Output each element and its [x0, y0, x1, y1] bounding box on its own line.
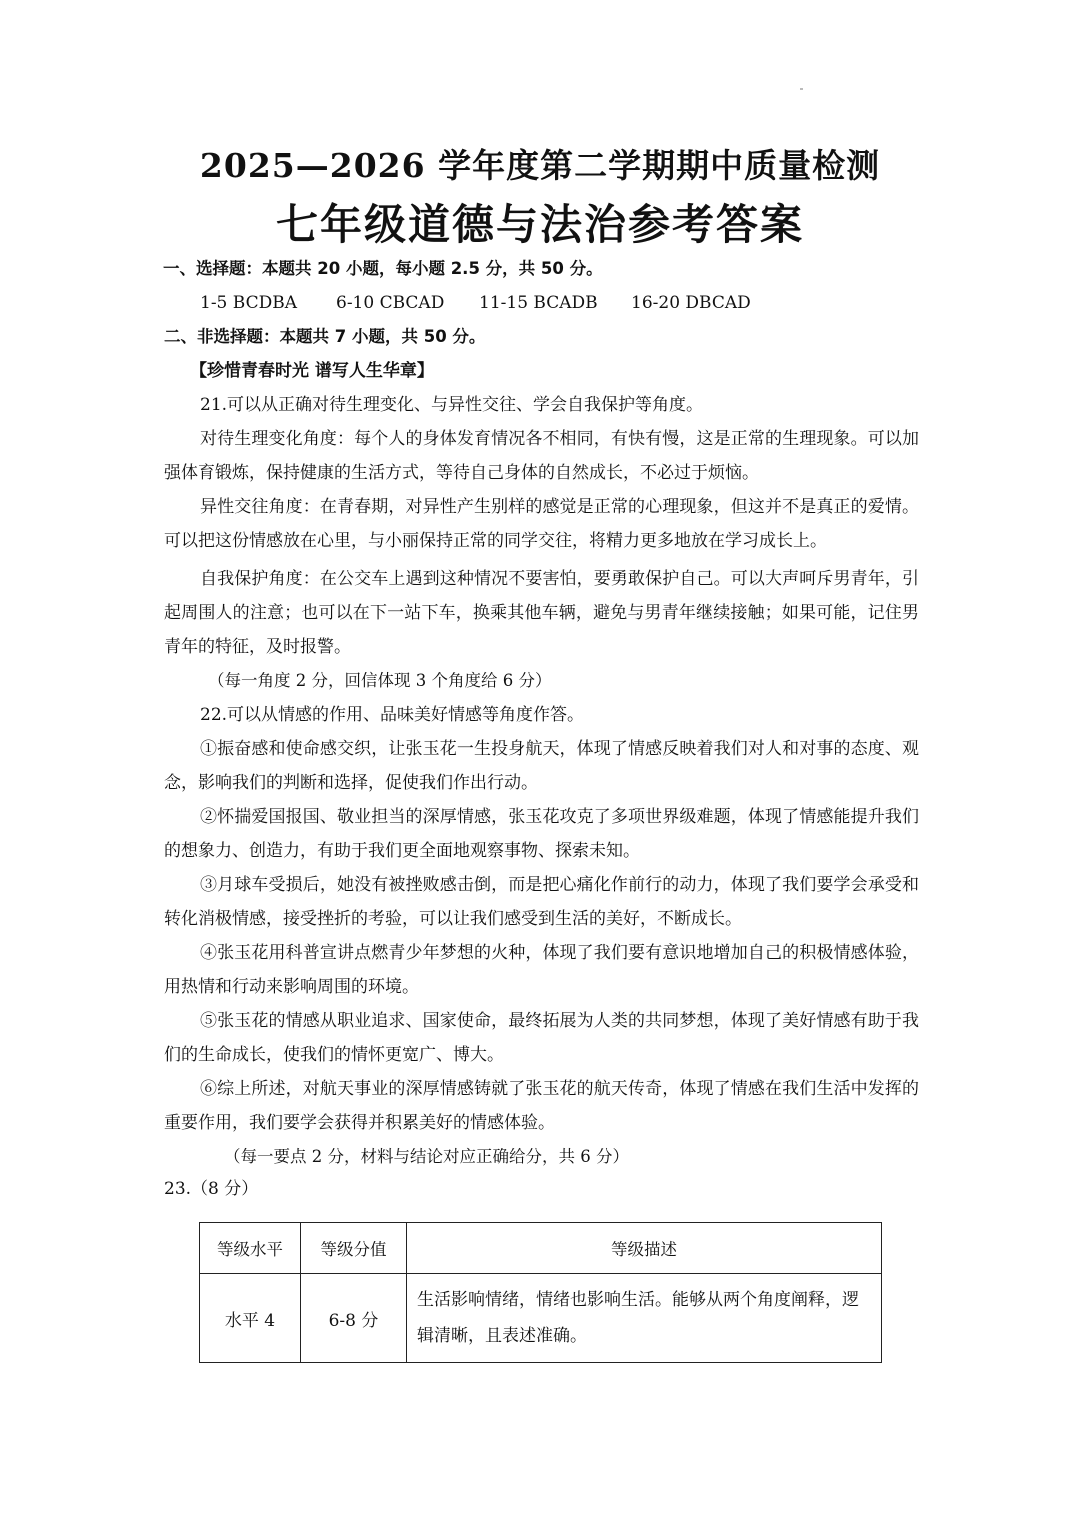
- q21-intro: 21.可以从正确对待生理变化、与异性交往、学会自我保护等角度。: [200, 395, 704, 415]
- section1-heading: 一、选择题：本题共 20 小题，每小题 2.5 分，共 50 分。: [163, 259, 603, 278]
- q23-label: 23.（8 分）: [164, 1179, 259, 1199]
- q21-physiology: 对待生理变化角度：每个人的身体发育情况各不相同，有快有慢，这是正常的生理现象。可以加强体育锻炼，保持健康的生活方式，等待自己身体的自然成长，不必过于烦恼。: [164, 429, 919, 483]
- table-header-row: [200, 1223, 882, 1274]
- col-header-score: 等级分值: [301, 1223, 407, 1274]
- choice-answers: [164, 286, 919, 320]
- q22-score-note: （每一要点 2 分，材料与结论对应正确给分，共 6 分）: [224, 1147, 629, 1166]
- q22-point-2: ②怀揣爱国报国、敬业担当的深厚情感，张玉花攻克了多项世界级难题，体现了情感能提升我们的想象力、创造力，有助于我们更全面地观察事物、探索未知。: [164, 807, 919, 861]
- q22-point-5: ⑤张玉花的情感从职业追求、国家使命，最终拓展为人类的共同梦想，体现了美好情感有助于我们的生命成长，使我们的情怀更宽广、博大。: [164, 1011, 919, 1065]
- q21-opposite-sex: 异性交往角度：在青春期，对异性产生别样的感觉是正常的心理现象，但这并不是真正的爱情。可以把这份情感放在心里，与小丽保持正常的同学交往，将精力更多地放在学习成长上。: [164, 497, 919, 551]
- cell-level: 水平 4: [200, 1274, 301, 1363]
- q23-grading-table: [199, 1222, 882, 1363]
- q22-point-4: ④张玉花用科普宣讲点燃青少年梦想的火种，体现了我们要有意识地增加自己的积极情感体验，用热情和行动来影响周围的环境。: [164, 943, 919, 997]
- scan-speck: [800, 88, 803, 90]
- answers-11-15: 11-15 BCADB: [479, 293, 598, 313]
- q22-intro: 22.可以从情感的作用、品味美好情感等角度作答。: [200, 705, 585, 725]
- q22-point-1: ①振奋感和使命感交织，让张玉花一生投身航天，体现了情感反映着我们对人和对事的态度、观念，影响我们的判断和选择，促使我们作出行动。: [164, 739, 919, 793]
- answer-key-title: 七年级道德与法治参考答案: [275, 200, 804, 249]
- answers-1-5: 1-5 BCDBA: [200, 293, 297, 313]
- exam-title: 2025—2026 学年度第二学期期中质量检测: [199, 146, 881, 185]
- q21-self-protection: 自我保护角度：在公交车上遇到这种情况不要害怕，要勇敢保护自己。可以大声呵斥男青年，引起周围人的注意；也可以在下一站下车，换乘其他车辆，避免与男青年继续接触；如果可能，记住男青年的特征，及时报警。: [164, 569, 919, 657]
- answers-6-10: 6-10 CBCAD: [336, 293, 445, 313]
- cell-description: 生活影响情绪，情绪也影响生活。能够从两个角度阐释，逻辑清晰，且表述准确。: [407, 1274, 882, 1363]
- q22-point-6: ⑥综上所述，对航天事业的深厚情感铸就了张玉花的航天传奇，体现了情感在我们生活中发挥的重要作用，我们要学会获得并积累美好的情感体验。: [164, 1079, 919, 1133]
- answer-body: [164, 252, 919, 1204]
- table-row: [200, 1274, 882, 1363]
- cell-score: 6-8 分: [301, 1274, 407, 1363]
- q21-score-note: （每一角度 2 分，回信体现 3 个角度给 6 分）: [208, 671, 552, 690]
- section2-theme: 【珍惜青春时光 谱写人生华章】: [190, 361, 434, 381]
- col-header-level: 等级水平: [200, 1223, 301, 1274]
- section2-heading: 二、非选择题：本题共 7 小题，共 50 分。: [164, 327, 486, 346]
- col-header-description: 等级描述: [407, 1223, 882, 1274]
- answers-16-20: 16-20 DBCAD: [631, 293, 751, 313]
- q22-point-3: ③月球车受损后，她没有被挫败感击倒，而是把心痛化作前行的动力，体现了我们要学会承受和转化消极情感，接受挫折的考验，可以让我们感受到生活的美好，不断成长。: [164, 875, 919, 929]
